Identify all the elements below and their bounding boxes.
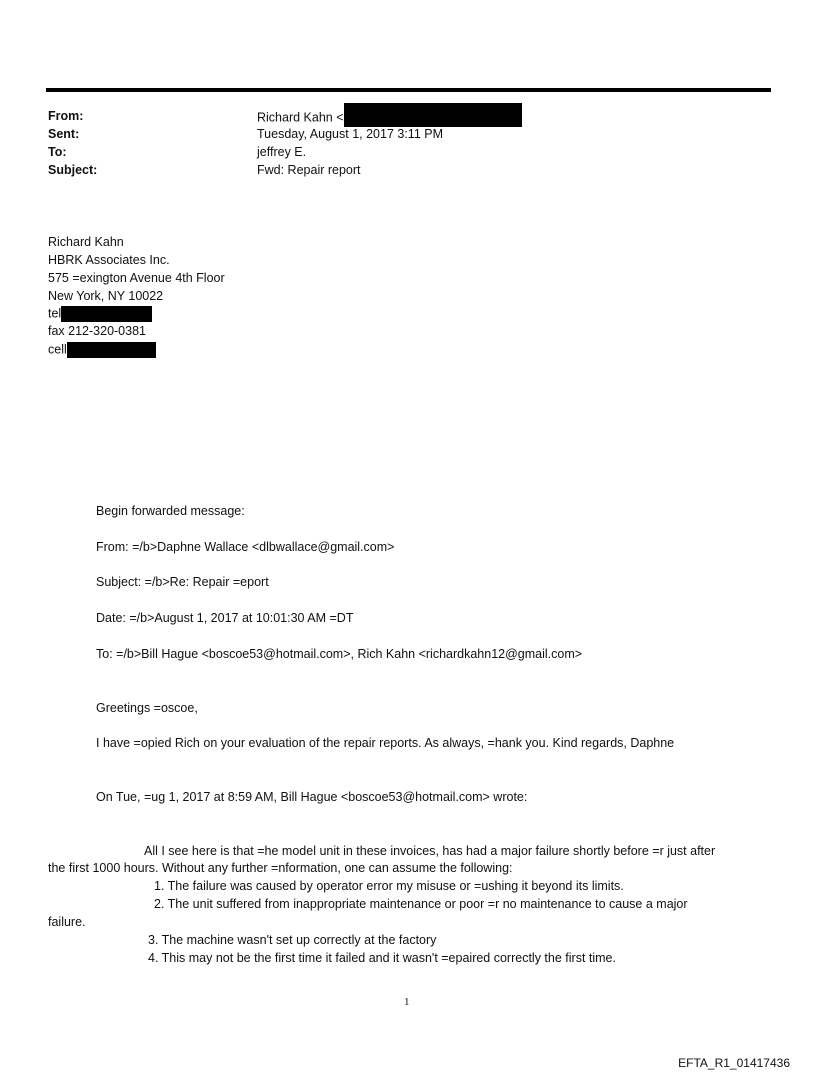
forward-greeting: Greetings =oscoe, bbox=[96, 701, 198, 715]
forward-date: Date: =/b>August 1, 2017 at 10:01:30 AM =DT bbox=[96, 611, 354, 625]
to-label: To: bbox=[48, 145, 67, 159]
quoted-para1-line2: the first 1000 hours. Without any further =nformation, one can assume the following: bbox=[48, 861, 513, 875]
tel-label: tel bbox=[48, 306, 62, 321]
to-value: jeffrey E. bbox=[257, 145, 307, 159]
redaction-box bbox=[344, 103, 522, 127]
signature-cell bbox=[48, 342, 156, 358]
subject-value: Fwd: Repair report bbox=[257, 163, 361, 177]
cell-label: cell bbox=[48, 342, 67, 357]
page-number: 1 bbox=[404, 996, 410, 1008]
quote-header: On Tue, =ug 1, 2017 at 8:59 AM, Bill Hague <boscoe53@hotmail.com> wrote: bbox=[96, 790, 528, 804]
from-label: From: bbox=[48, 109, 84, 123]
signature-address2: New York, NY 10022 bbox=[48, 289, 164, 303]
from-value bbox=[257, 109, 522, 127]
subject-label: Subject: bbox=[48, 163, 98, 177]
forward-intro: Begin forwarded message: bbox=[96, 504, 245, 518]
bates-number: EFTA_R1_01417436 bbox=[678, 1056, 790, 1070]
from-name: Richard Kahn < bbox=[257, 110, 344, 125]
quoted-item-1: 1. The failure was caused by operator error my misuse or =ushing it beyond its limits. bbox=[154, 879, 624, 893]
header-divider bbox=[46, 88, 771, 92]
forward-subject: Subject: =/b>Re: Repair =eport bbox=[96, 575, 269, 589]
quoted-item-4: 4. This may not be the first time it failed and it wasn't =epaired correctly the first time. bbox=[148, 951, 616, 965]
sent-value: Tuesday, August 1, 2017 3:11 PM bbox=[257, 127, 443, 141]
forward-to: To: =/b>Bill Hague <boscoe53@hotmail.com>, Rich Kahn <richardkahn12@gmail.com> bbox=[96, 647, 583, 661]
signature-address1: 575 =exington Avenue 4th Floor bbox=[48, 271, 225, 285]
signature-fax: fax 212-320-0381 bbox=[48, 324, 146, 338]
signature-name: Richard Kahn bbox=[48, 235, 124, 249]
forward-body: I have =opied Rich on your evaluation of the repair reports. As always, =hank you. Kind regards, Daphne bbox=[96, 736, 675, 750]
redaction-box bbox=[61, 306, 152, 322]
signature-company: HBRK Associates Inc. bbox=[48, 253, 170, 267]
redaction-box bbox=[67, 342, 156, 358]
forward-from: From: =/b>Daphne Wallace <dlbwallace@gmail.com> bbox=[96, 540, 395, 554]
quoted-para1-line1: All I see here is that =he model unit in these invoices, has had a major failure shortly before =r just after bbox=[144, 844, 716, 858]
signature-tel bbox=[48, 306, 152, 322]
sent-label: Sent: bbox=[48, 127, 80, 141]
quoted-item-2: 2. The unit suffered from inappropriate maintenance or poor =r no maintenance to cause a major bbox=[154, 897, 688, 911]
quoted-item-3: 3. The machine wasn't set up correctly at the factory bbox=[148, 933, 437, 947]
quoted-item-2-cont: failure. bbox=[48, 915, 86, 929]
